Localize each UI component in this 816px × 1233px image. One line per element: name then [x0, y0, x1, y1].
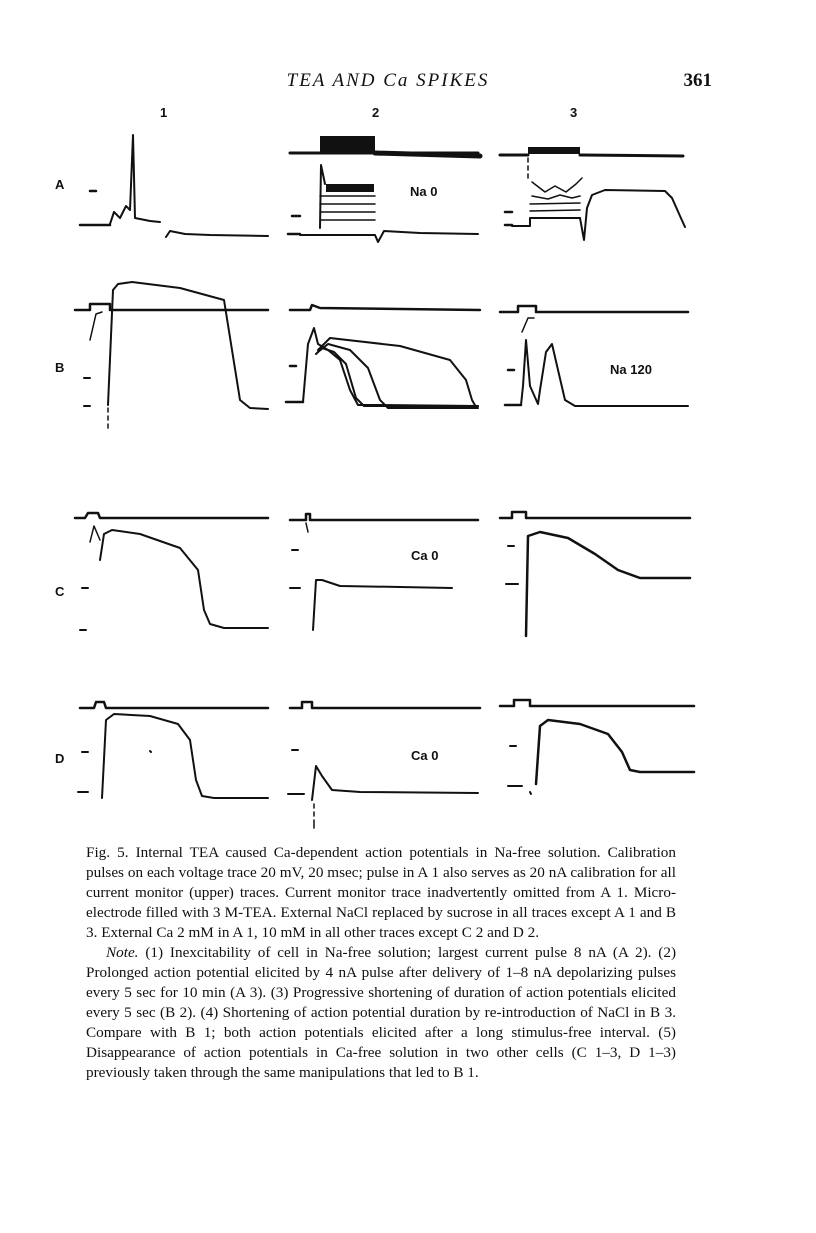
- a2-cal-marks: [288, 216, 300, 234]
- column-label-3: 3: [570, 105, 578, 120]
- c1-current-trace: [75, 513, 268, 518]
- b1-action-potential: [108, 282, 268, 409]
- b2-trace-2: [318, 344, 478, 408]
- d2-current-trace: [290, 702, 480, 708]
- trace-label-na0: Na 0: [410, 184, 438, 199]
- panel-c2-traces: [290, 514, 478, 630]
- b1-cal-marks: [84, 378, 90, 406]
- d2-trace: [312, 766, 478, 800]
- d3-dot: [530, 792, 531, 794]
- a3-wavy-2: [532, 195, 580, 199]
- running-title: TEA AND Ca SPIKES: [286, 70, 490, 91]
- panel-c3-traces: [500, 512, 690, 636]
- panel-c1-traces: [75, 513, 268, 630]
- row-label-c: C: [55, 584, 65, 599]
- d1-dot: [150, 751, 151, 752]
- c1-action-potential: [100, 530, 268, 628]
- panel-a1-traces: [80, 135, 268, 237]
- a2-step-block: [326, 184, 374, 192]
- d3-current-trace: [500, 700, 694, 706]
- row-label-d: D: [55, 751, 65, 766]
- figure-caption: [86, 843, 676, 1083]
- trace-label-ca0-c2: Ca 0: [411, 548, 439, 563]
- column-label-2: 2: [372, 105, 380, 120]
- a3-current-pulse: [528, 147, 580, 154]
- b2-cal-marks: [286, 366, 303, 402]
- a1-after-trace: [166, 231, 268, 237]
- d1-cal-marks: [78, 752, 88, 792]
- b3-first-spike: [522, 318, 534, 332]
- a2-baseline: [300, 231, 478, 242]
- figure-5: [0, 100, 816, 840]
- trace-label-ca0-d2: Ca 0: [411, 748, 439, 763]
- a3-prolonged-ap: [580, 190, 685, 240]
- b1-current-trace: [75, 304, 268, 310]
- panel-b1-traces: [75, 282, 268, 428]
- c1-cal-marks: [80, 588, 88, 630]
- d1-current-trace: [80, 702, 268, 708]
- c2-trace: [313, 580, 452, 630]
- d2-cal-marks: [288, 750, 304, 794]
- b3-cal-marks: [505, 370, 521, 405]
- a1-spike: [110, 135, 160, 224]
- panel-d2-traces: [288, 702, 480, 828]
- caption-fig-text: Internal TEA caused Ca-dependent action potentials in Na-free solution. Calibration pulses on each voltage trace 20 mV, 20 msec; pulse in A 1 also serves as 20 nA calibration for all current monitor (upper) traces. Current monitor trace inadvertently omitted from A 1. Micro-electrode filled with 3 M-TEA. External NaCl replaced by sucrose in all traces except A 1 and B 3. External Ca 2 mM in A 1, 10 mM in all other traces except C 2 and D 2.: [86, 844, 676, 941]
- column-label-1: 1: [160, 105, 168, 120]
- a3-step-1: [530, 203, 580, 204]
- c2-current-trace: [290, 514, 478, 520]
- c3-trace: [526, 532, 690, 636]
- b3-current-trace: [500, 306, 688, 312]
- a2-current-tail: [375, 153, 480, 156]
- c3-current-trace: [500, 512, 690, 518]
- c2-upper-dip: [306, 523, 308, 532]
- panel-a3-traces: [500, 147, 685, 240]
- caption-paragraph: [86, 843, 676, 943]
- d1-action-potential: [102, 714, 268, 798]
- a3-step-2: [530, 210, 580, 211]
- caption-note-text: (1) Inexcitability of cell in Na-free solution; largest current pulse 8 nA (A 2). (2) Prolonged action potential elicited by 4 nA pulse after delivery of 1–8 nA depolarizing pulses every 5 sec for 10 min (A 3). (3) Progressive shortening of duration of action potentials elicited every 5 sec (B 2). (4) Shortening of action potential duration by re-introduction of NaCl in B 3. Compare with B 1; both action potentials elicited after a long stimulus-free interval. (5) Disappearance of action potentials in Ca-free solution in two other cells (C 1–3, D 1–3) previously taken through the same manipulations that led to B 1.: [86, 944, 677, 1081]
- d3-cal-marks: [508, 746, 522, 786]
- a3-baseline: [512, 218, 580, 226]
- a3-cal-marks: [505, 212, 512, 225]
- b3-shortened-ap: [521, 340, 688, 406]
- panel-b3-traces: [500, 306, 688, 406]
- caption-note-label: Note.: [106, 944, 139, 961]
- caption-fig-label: Fig. 5.: [86, 844, 129, 861]
- c2-cal-marks: [290, 550, 300, 588]
- d3-action-potential: [536, 720, 694, 784]
- a3-current-baseline: [500, 155, 683, 156]
- a2-current-pulse: [320, 136, 375, 153]
- row-label-a: A: [55, 177, 65, 192]
- c3-cal-marks: [506, 546, 518, 584]
- b1-initial-spike: [90, 312, 102, 340]
- a3-wavy-1: [532, 178, 582, 192]
- b2-trace-3: [316, 348, 478, 406]
- running-head: [0, 70, 816, 94]
- panel-d3-traces: [500, 700, 694, 794]
- row-label-b: B: [55, 360, 65, 375]
- trace-label-na120: Na 120: [610, 362, 652, 377]
- b2-current-trace: [290, 305, 480, 310]
- page-number: 361: [683, 70, 712, 91]
- caption-note: [86, 943, 676, 1083]
- panel-d1-traces: [78, 702, 268, 798]
- trace-panels: [0, 100, 816, 840]
- panel-b2-traces: [286, 305, 480, 408]
- c1-initial-spike: [90, 526, 100, 542]
- panel-a2-traces: [288, 136, 480, 242]
